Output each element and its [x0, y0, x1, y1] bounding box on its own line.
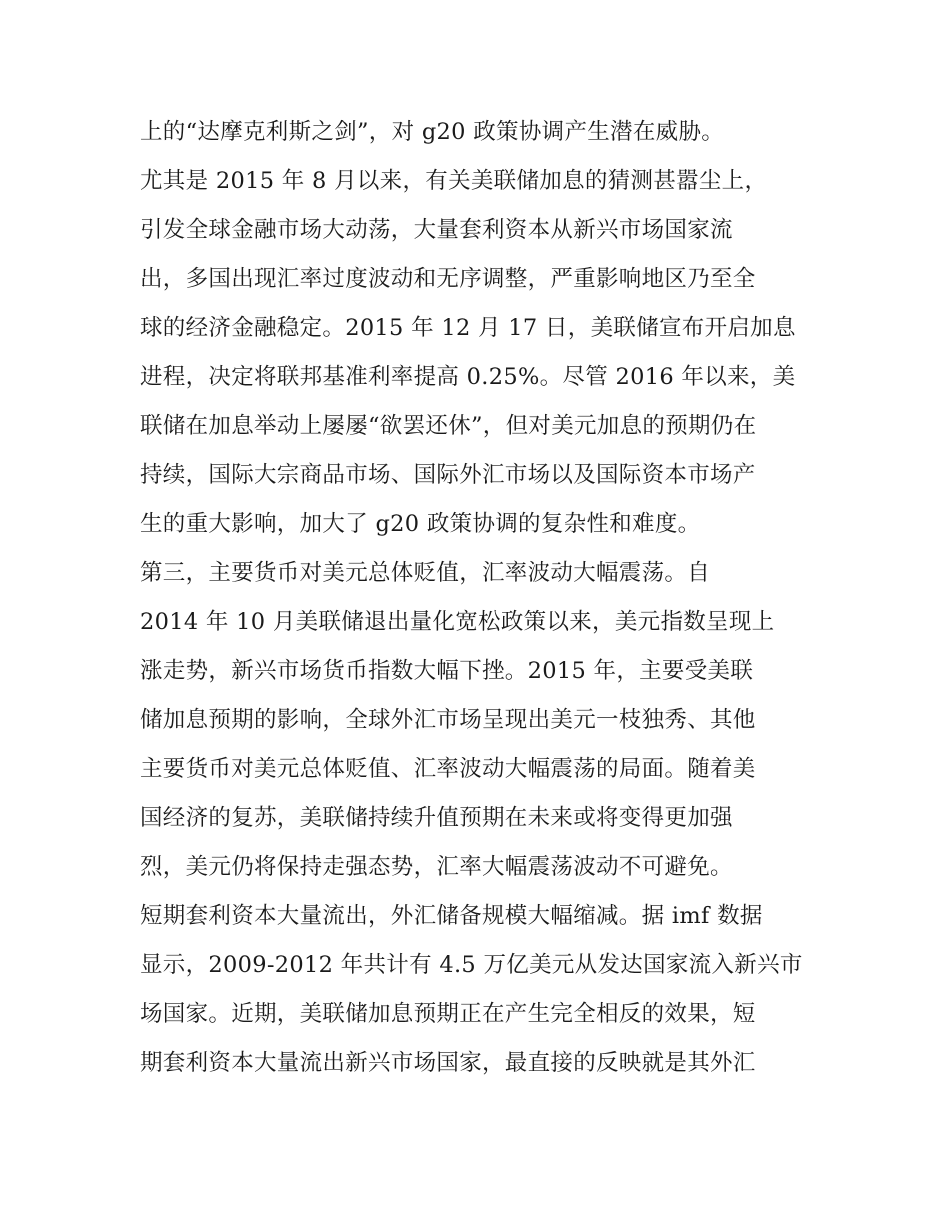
- text-line: 第三，主要货币对美元总体贬值，汇率波动大幅震荡。自: [140, 560, 711, 586]
- text-line: 场国家。近期，美联储加息预期正在产生完全相反的效果，短: [140, 1001, 756, 1027]
- text-line: 国经济的复苏，美联储持续升值预期在未来或将变得更加强: [140, 805, 733, 831]
- text-line: 联储在加息举动上屡屡“欲罢还休”，但对美元加息的预期仍在: [140, 413, 757, 439]
- text-line: 显示，2009-2012 年共计有 4.5 万亿美元从发达国家流入新兴市: [140, 952, 803, 978]
- text-line: 引发全球金融市场大动荡，大量套利资本从新兴市场国家流: [140, 217, 733, 243]
- text-line: 进程，决定将联邦基准利率提高 0.25%。尽管 2016 年以来，美: [140, 364, 796, 390]
- body-text: [140, 108, 820, 1088]
- text-line: 短期套利资本大量流出，外汇储备规模大幅缩减。据 imf 数据: [140, 903, 763, 929]
- text-line: 期套利资本大量流出新兴市场国家，最直接的反映就是其外汇: [140, 1050, 756, 1076]
- text-line: 球的经济金融稳定。2015 年 12 月 17 日，美联储宣布开启加息: [140, 315, 796, 341]
- text-line: 储加息预期的影响，全球外汇市场呈现出美元一枝独秀、其他: [140, 707, 756, 733]
- text-line: 上的“达摩克利斯之剑”，对 g20 政策协调产生潜在威胁。: [140, 119, 725, 145]
- text-line: 涨走势，新兴市场货币指数大幅下挫。2015 年，主要受美联: [140, 658, 754, 684]
- text-line: 持续，国际大宗商品市场、国际外汇市场以及国际资本市场产: [140, 462, 756, 488]
- text-line: 出，多国出现汇率过度波动和无序调整，严重影响地区乃至全: [140, 266, 756, 292]
- text-line: 烈，美元仍将保持走强态势，汇率大幅震荡波动不可避免。: [140, 854, 733, 880]
- text-line: 主要货币对美元总体贬值、汇率波动大幅震荡的局面。随着美: [140, 756, 756, 782]
- text-line: 生的重大影响，加大了 g20 政策协调的复杂性和难度。: [140, 511, 701, 537]
- text-line: 尤其是 2015 年 8 月以来，有关美联储加息的猜测甚嚣尘上，: [140, 168, 768, 194]
- text-line: 2014 年 10 月美联储退出量化宽松政策以来，美元指数呈现上: [140, 609, 775, 635]
